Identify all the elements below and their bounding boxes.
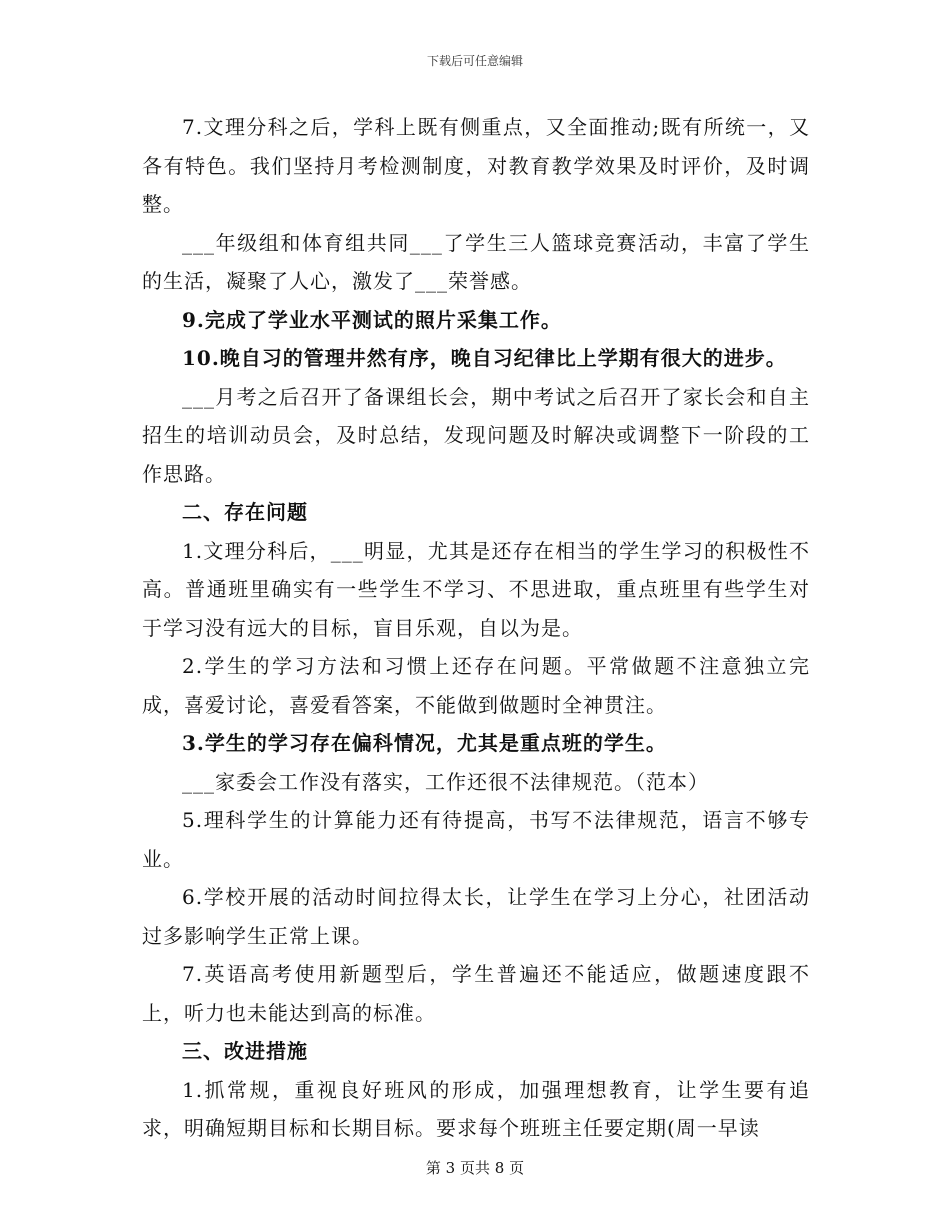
paragraph-bold: 3.学生的学习存在偏科情况，尤其是重点班的学生。 [182, 731, 667, 755]
paragraph: 1.抓常规，重视良好班风的形成，加强理想教育，让学生要有追求，明确短期目标和长期目标。要求每个班班主任要定期(周一早读 [142, 1077, 810, 1140]
paragraph-bold: 9.完成了学业水平测试的照片采集工作。 [182, 307, 562, 332]
paragraph: 5.理科学生的计算能力还有待提高，书写不法律规范，语言不够专业。 [142, 808, 810, 871]
section-heading-problems: 二、存在问题 [182, 500, 308, 524]
paragraph-bold: 10.晚自习的管理井然有序，晚自习纪律比上学期有很大的进步。 [182, 346, 787, 370]
paragraph: ___家委会工作没有落实，工作还很不法律规范。（范本） [182, 769, 709, 794]
paragraph: 7.文理分科之后，学科上既有侧重点，又全面推动;既有所统一，又各有特色。我们坚持月考检测制度，对教育教学效果及时评价，及时调整。 [142, 115, 810, 216]
paragraph: 2.学生的学习方法和习惯上还存在问题。平常做题不注意独立完成，喜爱讨论，喜爱看答案，不能做到做题时全神贯注。 [142, 654, 810, 717]
page-footer: 第 3 页共 8 页 [425, 1159, 525, 1177]
paragraph: ___月考之后召开了备课组长会，期中考试之后召开了家长会和自主招生的培训动员会，及时总结，发现问题及时解决或调整下一阶段的工作思路。 [142, 384, 810, 486]
paragraph: 1.文理分科后，___明显，尤其是还存在相当的学生学习的积极性不高。普通班里确实有一些学生不学习、不思进取，重点班里有些学生对于学习没有远大的目标，盲目乐观，自以为是。 [142, 538, 810, 640]
paragraph: 7.英语高考使用新题型后，学生普遍还不能适应，做题速度跟不上，听力也未能达到高的标准。 [142, 962, 810, 1025]
paragraph: 6.学校开展的活动时间拉得太长，让学生在学习上分心，社团活动过多影响学生正常上课。 [142, 885, 810, 948]
page-header: 下载后可任意编辑 [426, 54, 523, 68]
paragraph: ___年级组和体育组共同___了学生三人篮球竞赛活动，丰富了学生的生活，凝聚了人心，激发了___荣誉感。 [142, 230, 810, 293]
section-heading-measures: 三、改进措施 [182, 1039, 308, 1063]
document-body [142, 108, 810, 1148]
